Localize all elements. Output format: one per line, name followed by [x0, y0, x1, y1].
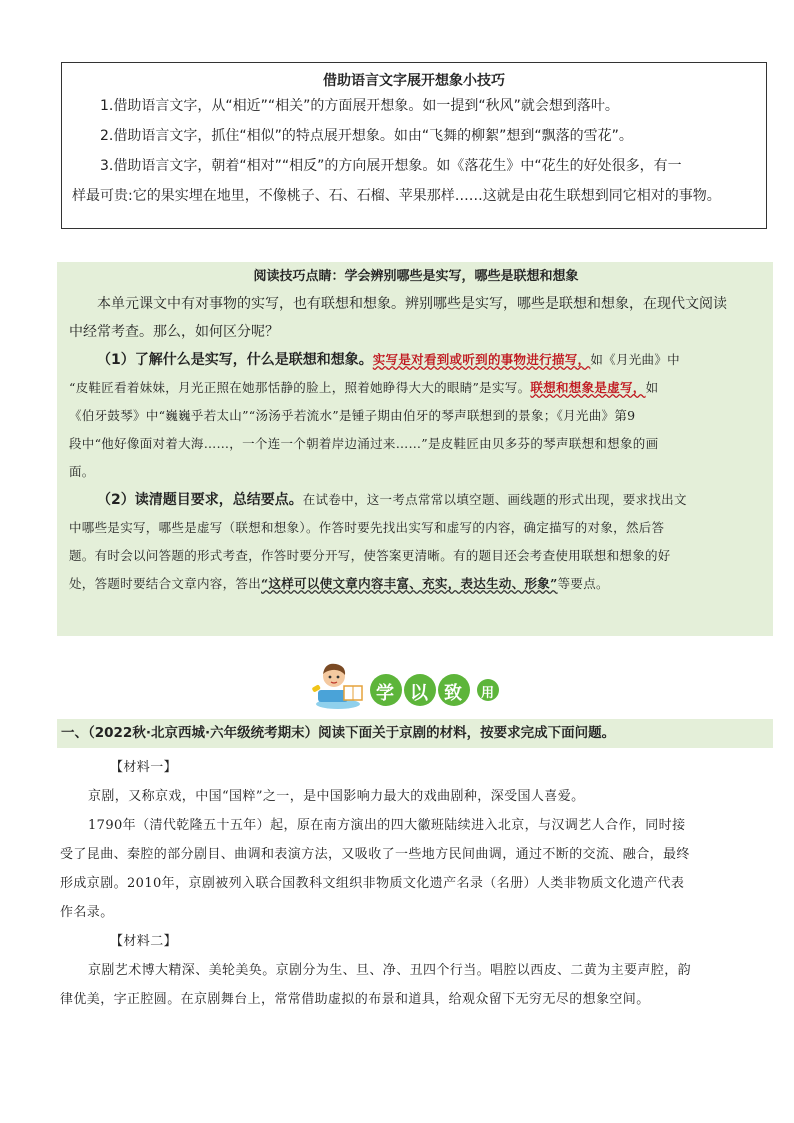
- reading-title: 阅读技巧点睛：学会辨别哪些是实写，哪些是联想和想象: [253, 269, 579, 284]
- tips-line-3b: 样最可贵:它的果实埋在地里，不像桃子、石、石榴、苹果那样……这就是由花生联想到同它相对的事物。: [72, 188, 721, 204]
- material-2-pa: 京剧艺术博大精深、美轮美奂。京剧分为生、旦、净、丑四个行当。唱腔以西皮、二黄为主要声腔，韵: [88, 963, 692, 978]
- point-1-line-b: [69, 374, 763, 402]
- point-2-line-c: 题。有时会以问答题的形式考查，作答时要分开写，使答案更清晰。有的题目还会考查使用联想和想象的好: [69, 548, 671, 563]
- point-1-label: （1）了解什么是实写，什么是联想和想象。: [97, 352, 373, 368]
- material-1-p2d: 作名录。: [60, 905, 114, 920]
- point-1-highlight-2: 联想和想象是虚写，: [530, 380, 646, 395]
- point-1-text-c: 如: [645, 380, 659, 395]
- reading-intro-b: 中经常考查。那么，如何区分呢？: [69, 324, 279, 340]
- material-1-title: 【材料一】: [110, 760, 178, 775]
- tips-line-3a: 3.借助语言文字，朝着“相对”“相反”的方向展开想象。如《落花生》中“花生的好处很多，有一: [100, 158, 682, 174]
- point-1-line-a: [69, 346, 763, 374]
- student-reading-illustration: [310, 660, 500, 712]
- tips-box: [61, 62, 767, 229]
- point-2-text-e: 等要点。: [557, 576, 609, 591]
- tips-title: 借助语言文字展开想象小技巧: [323, 73, 505, 89]
- point-2-label: （2）读清题目要求，总结要点。: [97, 492, 303, 508]
- point-2-text-d: 处，答题时要结合文章内容，答出: [69, 576, 262, 591]
- point-1-text-a: 如《月光曲》中: [590, 352, 680, 367]
- point-2-line-a: [69, 486, 763, 514]
- logo-char-1: 学: [376, 683, 394, 704]
- question-banner: 一、（2022秋·北京西城·六年级统考期末）阅读下面关于京剧的材料，按要求完成下面问题。: [57, 719, 773, 748]
- tips-line-2: 2.借助语言文字，抓住“相似”的特点展开想象。如由“飞舞的柳絮”想到“飘落的雪花”。: [100, 128, 633, 144]
- material-block: [60, 753, 748, 1014]
- material-2-title: 【材料二】: [110, 934, 178, 949]
- logo-char-2: 以: [410, 683, 428, 704]
- xue-yi-zhi-yong-logo: [310, 660, 500, 712]
- material-2-pb: 律优美，字正腔圆。在京剧舞台上，常常借助虚拟的布景和道具，给观众留下无穷无尽的想象空间。: [60, 992, 650, 1007]
- point-2-line-d: [69, 570, 763, 598]
- point-1-line-e: 段中“他好像面对着大海……，一个连一个朝着岸边涌过来……”是皮鞋匠由贝多芬的琴声联想和想象的画: [69, 436, 659, 451]
- tips-line-1: 1.借助语言文字，从“相近”“相关”的方面展开想象。如一提到“秋风”就会想到落叶。: [100, 98, 619, 114]
- point-2-line-b: 中哪些是实写，哪些是虚写（联想和想象）。作答时要先找出实写和虚写的内容，确定描写的对象，然后答: [69, 520, 665, 535]
- reading-intro-a: 本单元课文中有对事物的实写，也有联想和想象。辨别哪些是实写，哪些是联想和想象，在现代文阅读: [97, 296, 727, 312]
- material-1-p2c: 形成京剧。2010年，京剧被列入联合国教科文组织非物质文化遗产名录（名册）人类非物质文化遗产代表: [60, 876, 685, 891]
- material-1-p1: 京剧，又称京戏，中国“国粹”之一，是中国影响力最大的戏曲剧种，深受国人喜爱。: [88, 789, 585, 804]
- point-1-text-b: “皮鞋匠看着妹妹，月光正照在她那恬静的脸上，照着她睁得大大的眼睛”是实写。: [69, 380, 531, 395]
- reading-tips-section: [57, 262, 773, 636]
- point-1-highlight-1: 实写是对看到或听到的事物进行描写，: [372, 352, 591, 367]
- point-2-answer-key: “这样可以使文章内容丰富、充实，表达生动、形象”: [261, 576, 558, 591]
- material-1-p2a: 1790年（清代乾隆五十五年）起，原在南方演出的四大徽班陆续进入北京，与汉调艺人合作，同时接: [88, 818, 686, 833]
- logo-char-4: 用: [481, 686, 495, 701]
- material-1-p2b: 受了昆曲、秦腔的部分剧目、曲调和表演方法，又吸收了一些地方民间曲调，通过不断的交流、融合，最终: [60, 847, 690, 862]
- point-2-text-a: 在试卷中，这一考点常常以填空题、画线题的形式出现，要求找出文: [302, 492, 687, 507]
- point-1-line-f: 面。: [69, 464, 95, 479]
- logo-char-3: 致: [444, 683, 462, 704]
- point-1-line-d: 《伯牙鼓琴》中“巍巍乎若太山”“汤汤乎若流水”是锺子期由伯牙的琴声联想到的景象；《月光曲》第9: [69, 408, 636, 423]
